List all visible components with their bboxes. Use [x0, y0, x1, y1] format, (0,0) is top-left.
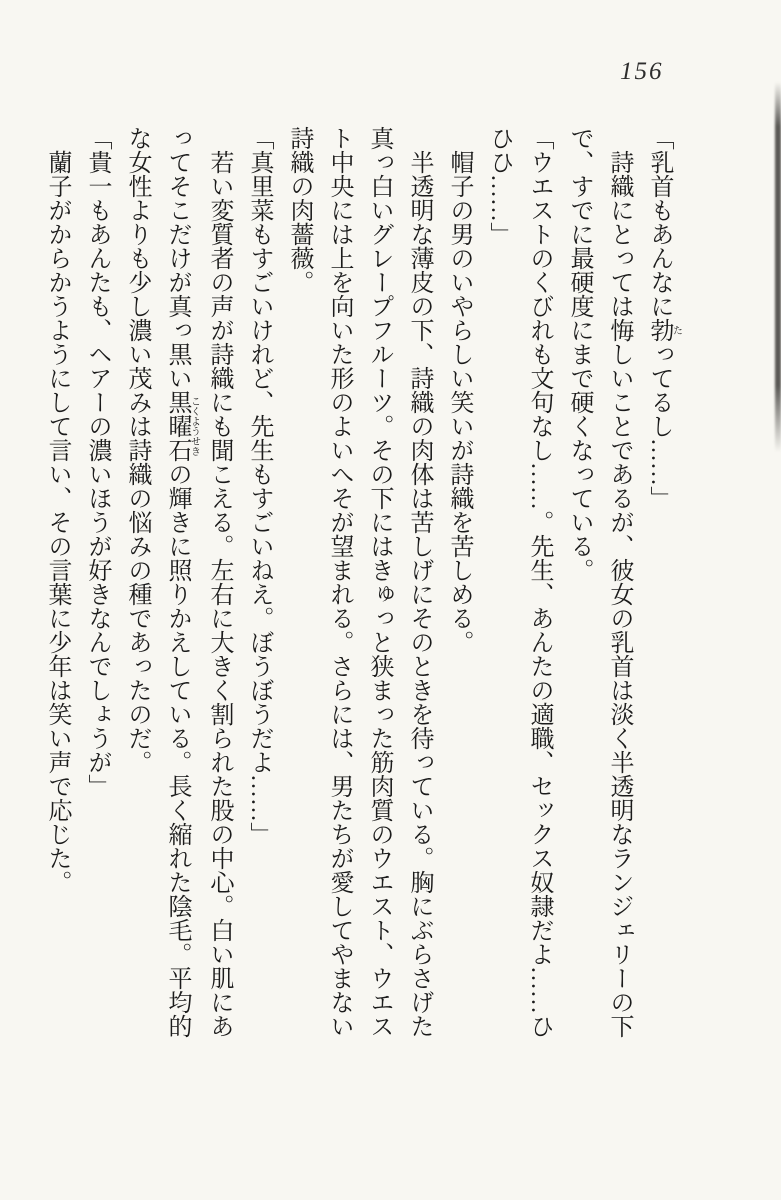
text-line: 真っ白いグレープフルーツ。その下にはきゅっと狭まった筋肉質のウエスト、ウエス	[366, 126, 392, 1038]
text-line: 帽子の男のいやらしい笑いが詩織を苦しめる。	[446, 126, 472, 654]
text-line: ト中央には上を向いた形のよいへそが望まれる。さらには、男たちが愛してやまない	[326, 126, 352, 1038]
text-line: 半透明な薄皮の下、詩織の肉体は苦しげにそのときを待っている。胸にぶらさげた	[406, 126, 432, 1038]
text-line: 詩織にとっては悔しいことであるが、彼女の乳首は淡く半透明なランジェリーの下	[606, 126, 632, 1038]
text-line: 「乳首もあんなに勃たってるし……」	[646, 126, 682, 510]
scan-gutter-shadow	[775, 82, 781, 452]
body-text	[37, 126, 681, 1061]
text-line: 若い変質者の声が詩織にも聞こえる。左右に大きく割られた股の中心。白い肌にあ	[206, 126, 232, 1038]
text-line: で、すでに最硬度にまで硬くなっている。	[566, 126, 592, 582]
text-line: 「真里菜もすごいけれど、先生もすごいねえ。ぼうぼうだよ……」	[246, 126, 272, 846]
text-line: 詩織の肉薔薇。	[286, 126, 312, 294]
page-number: 156	[620, 58, 664, 85]
furigana-ruby: 黒曜石こくようせき	[164, 390, 200, 462]
furigana-ruby: 勃た	[646, 318, 682, 342]
text-line: 「ウエストのくびれも文句なし……。先生、あんたの適職、セックス奴隷だよ……ひ	[526, 126, 552, 1038]
text-line: ひひ……」	[486, 126, 512, 246]
text-line: 「貴一もあんたも、ヘアーの濃いほうが好きなんでしょうが」	[84, 126, 110, 798]
text-line: ってそこだけが真っ黒い黒曜石こくようせきの輝きに照りかえしている。長く縮れた陰毛。平均的	[164, 126, 200, 1038]
text-line: な女性よりも少し濃い茂みは詩織の悩みの種であったのだ。	[124, 126, 150, 774]
text-line: 蘭子がからかうようにして言い、その言葉に少年は笑い声で応じた。	[44, 126, 70, 894]
